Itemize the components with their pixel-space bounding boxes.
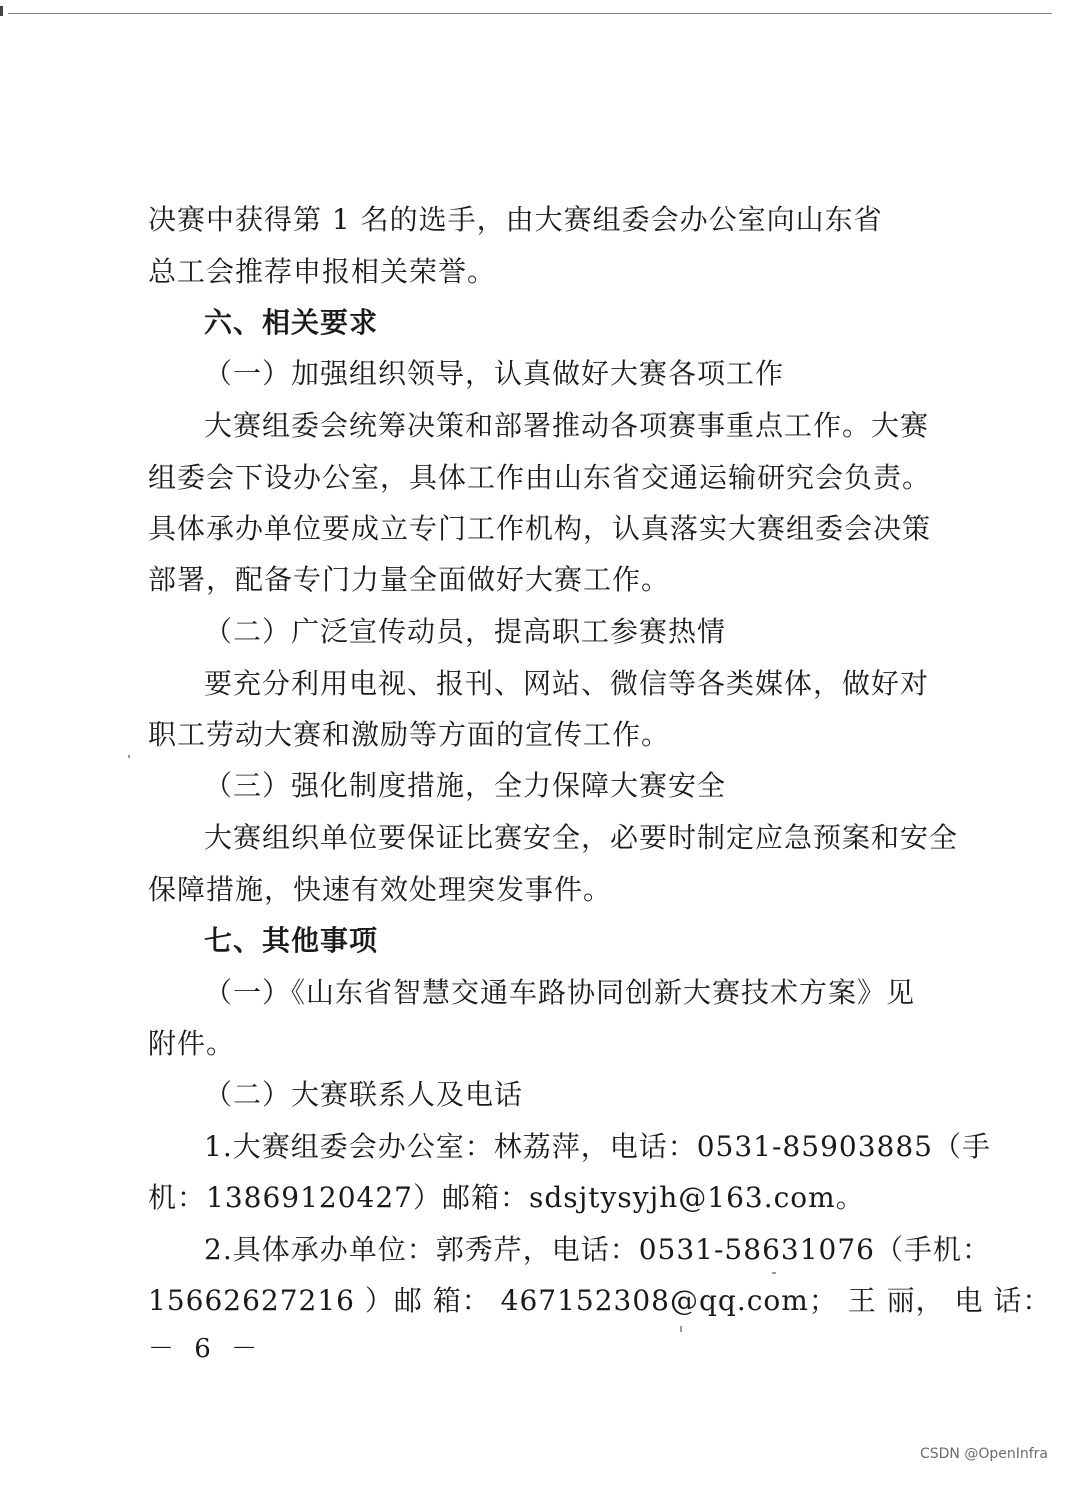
subheading-7-1: （一）《山东省智慧交通车路协同创新大赛技术方案》见 (204, 976, 916, 1009)
paragraph-line: 保障措施，快速有效处理突发事件。 (148, 873, 613, 906)
paragraph-line: 职工劳动大赛和激励等方面的宣传工作。 (148, 718, 671, 751)
paragraph-line: 具体承办单位要成立专门工作机构，认真落实大赛组委会决策 (148, 512, 932, 545)
contact-line: 机：13869120427）邮箱：sdsjtysyjh@163.com。 (148, 1181, 865, 1214)
paragraph-line: 要充分利用电视、报刊、网站、微信等各类媒体，做好对 (204, 667, 930, 700)
scan-speck (772, 1272, 776, 1274)
contact-line: 15662627216 ）邮 箱： 467152308@qq.com； 王 丽， 电 话： (148, 1284, 1052, 1317)
section-heading-6: 六、相关要求 (204, 306, 379, 339)
paragraph-line: 决赛中获得第 1 名的选手，由大赛组委会办公室向山东省 (148, 203, 883, 236)
paragraph-line: 部署，配备专门力量全面做好大赛工作。 (148, 563, 671, 596)
page-number: － 6 － (148, 1334, 264, 1364)
subheading-7-2: （二）大赛联系人及电话 (204, 1078, 524, 1111)
paragraph-line: 大赛组织单位要保证比赛安全，必要时制定应急预案和安全 (204, 821, 959, 854)
contact-line: 2.具体承办单位：郭秀芹，电话：0531-58631076（手机： (204, 1233, 991, 1266)
paragraph-line: 组委会下设办公室，具体工作由山东省交通运输研究会负责。 (148, 461, 932, 494)
paragraph-line: 附件。 (148, 1027, 236, 1060)
watermark: CSDN @OpenInfra (919, 1446, 1048, 1462)
top-rule (8, 13, 1052, 14)
contact-line: 1.大赛组委会办公室：林荔萍，电话：0531-85903885（手 (204, 1130, 991, 1163)
paragraph-line: 大赛组委会统筹决策和部署推动各项赛事重点工作。大赛 (204, 409, 930, 442)
scan-speck (128, 755, 130, 758)
scan-speck (680, 1326, 682, 1332)
subheading-6-2: （二）广泛宣传动员，提高职工参赛热情 (204, 615, 727, 648)
paragraph-line: 总工会推荐申报相关荣誉。 (148, 255, 497, 288)
scan-mark (0, 6, 3, 16)
section-heading-7: 七、其他事项 (204, 924, 379, 957)
subheading-6-1: （一）加强组织领导，认真做好大赛各项工作 (204, 357, 785, 390)
subheading-6-3: （三）强化制度措施，全力保障大赛安全 (204, 769, 727, 802)
